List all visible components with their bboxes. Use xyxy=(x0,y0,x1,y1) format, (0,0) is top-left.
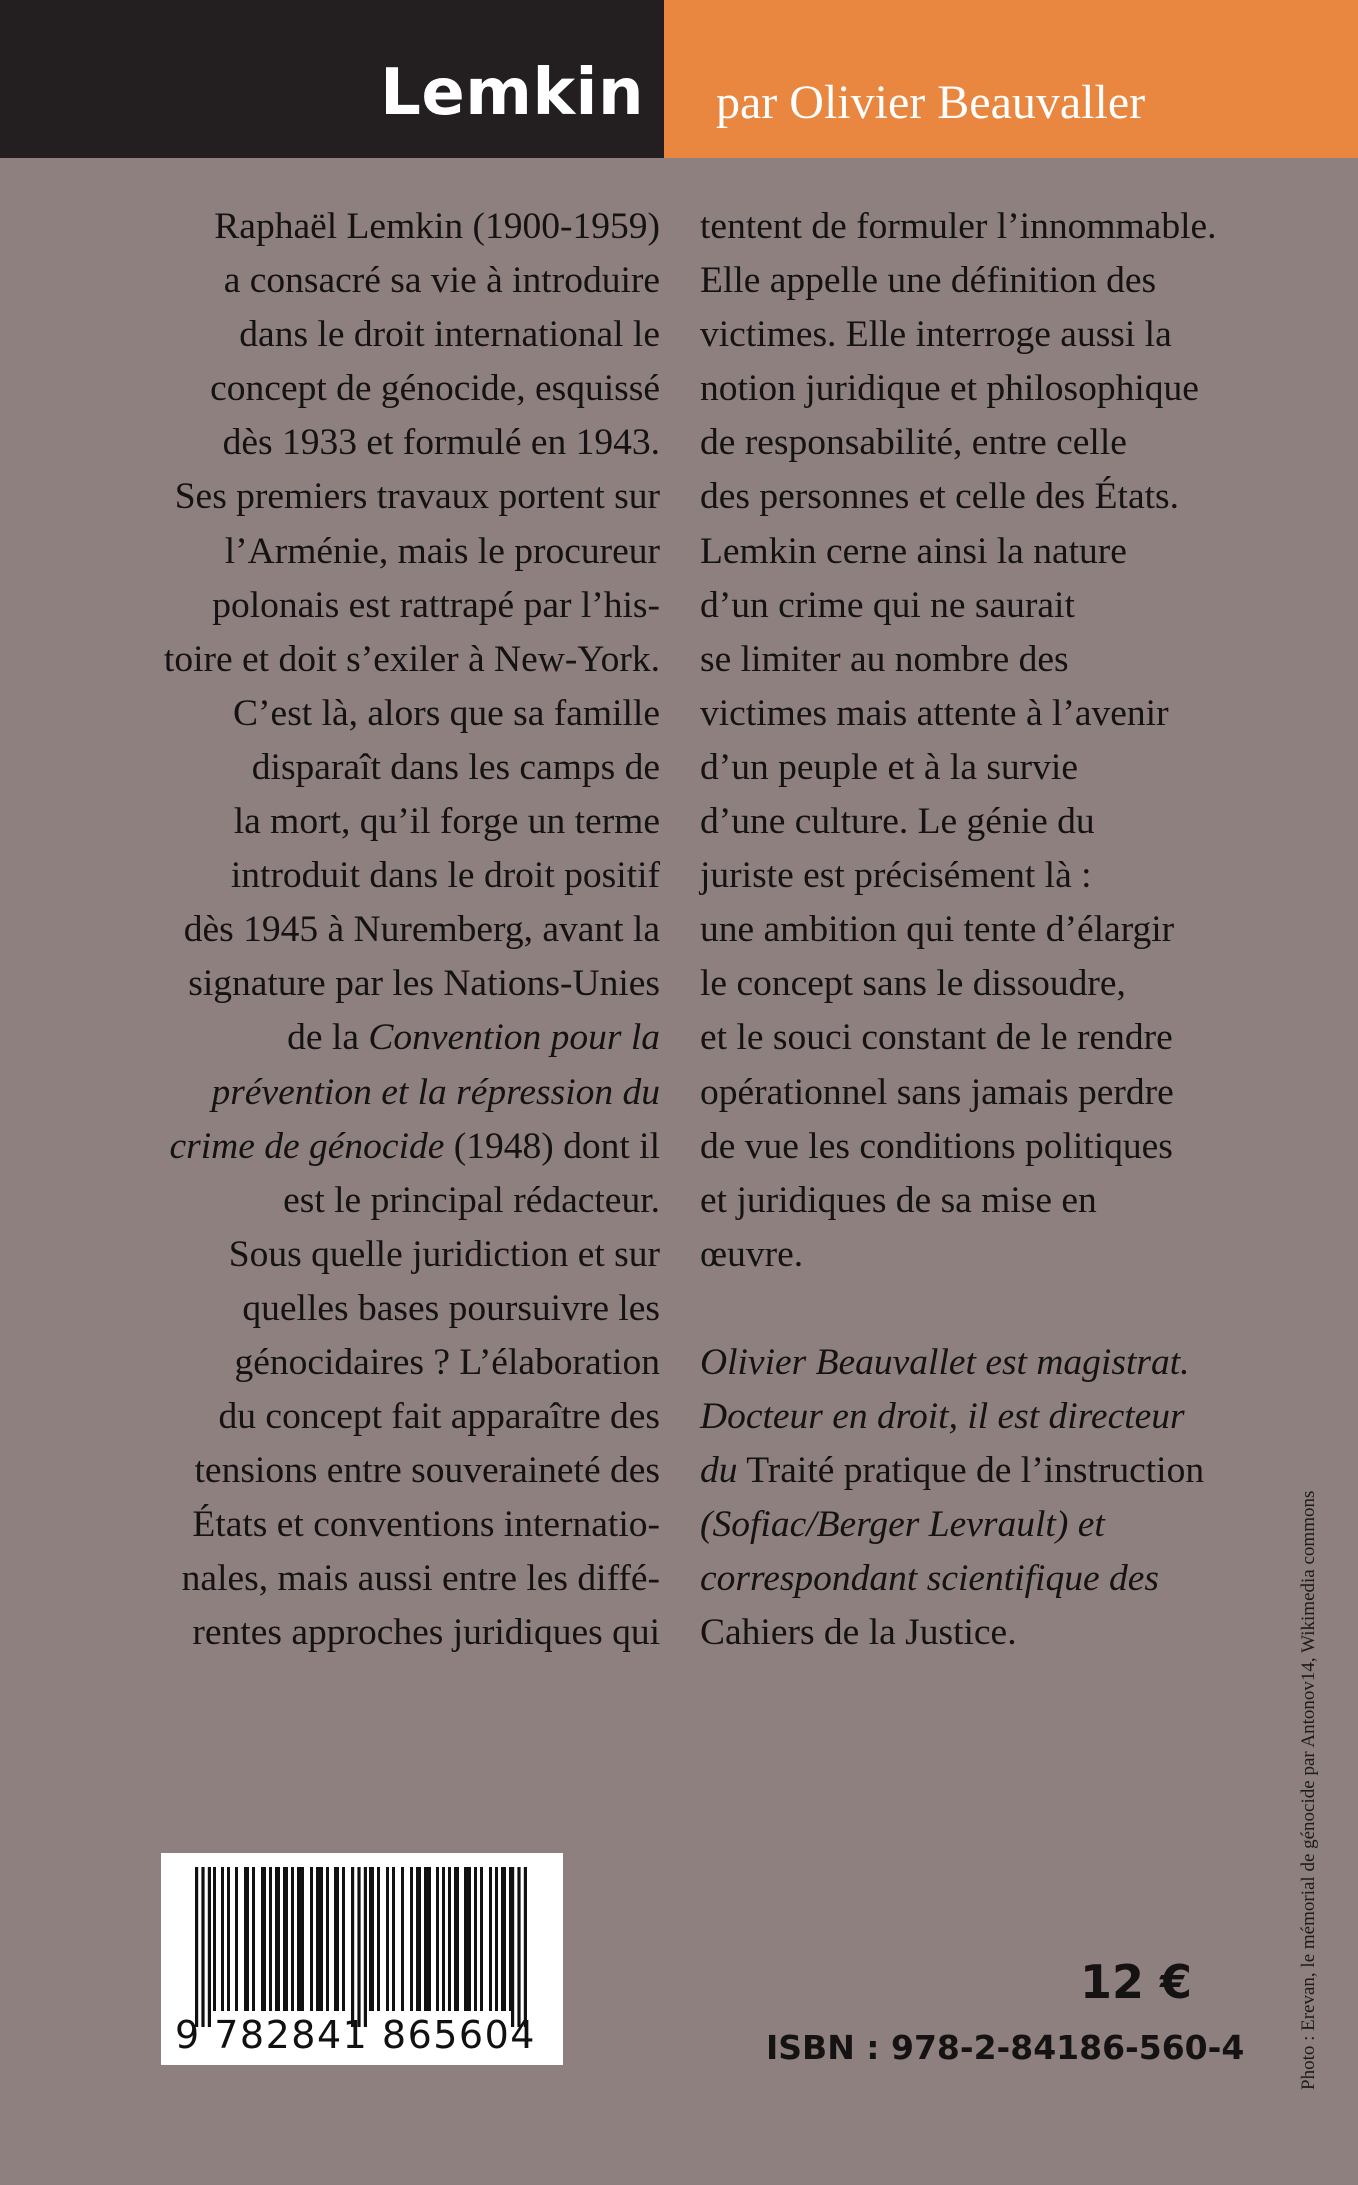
barcode-bar xyxy=(524,1867,527,2027)
text-line: Ses premiers travaux portent sur xyxy=(174,476,660,518)
text-line: toire et doit s’exiler à New-York. xyxy=(163,638,660,680)
summary-right-text xyxy=(700,200,1260,1282)
barcode-bar xyxy=(310,1867,313,2011)
barcode-bar xyxy=(392,1867,395,2011)
header-dark-band xyxy=(0,0,664,158)
barcode-bar xyxy=(269,1867,272,2011)
text-line: quelles bases poursuivre les xyxy=(242,1287,660,1329)
italic-segment: (Sofiac/Berger Levrault) et xyxy=(700,1504,1105,1546)
barcode-bar xyxy=(201,1867,204,2027)
text-line: victimes mais attente à l’avenir xyxy=(700,692,1169,734)
text-line: Lemkin cerne ainsi la nature xyxy=(700,530,1127,572)
header-orange-band xyxy=(664,0,1358,158)
barcode-bar xyxy=(410,1867,413,2011)
barcode-bar xyxy=(283,1867,288,2011)
book-title: Lemkin xyxy=(380,56,644,130)
cover-header xyxy=(0,0,1358,158)
text-line: dès 1933 et formulé en 1943. xyxy=(222,422,660,464)
barcode-bar xyxy=(495,1867,498,2011)
text-line: génocidaires ? L’élaboration xyxy=(234,1341,660,1383)
barcode-bar xyxy=(195,1867,198,2027)
text-line xyxy=(100,1120,660,1174)
barcode-bar xyxy=(517,1867,520,2027)
barcode-bar xyxy=(334,1867,339,2011)
text-line: se limiter au nombre des xyxy=(700,638,1069,680)
text-line xyxy=(700,1498,1260,1552)
text-line: la mort, qu’il forge un terme xyxy=(233,801,660,843)
barcode-bar xyxy=(275,1867,280,2011)
italic-segment: Convention pour la xyxy=(368,1017,660,1059)
barcode-digits: 9 782841 865604 xyxy=(175,2013,536,2057)
italic-segment: Docteur en droit, il est directeur xyxy=(700,1395,1185,1437)
text-line: Cahiers de la Justice. xyxy=(700,1612,1017,1654)
barcode-bar xyxy=(401,1867,404,2011)
barcode-bar xyxy=(454,1867,459,2011)
text-line: œuvre. xyxy=(700,1233,804,1275)
text-line: a consacré sa vie à introduire xyxy=(223,260,660,302)
italic-segment: correspondant scientifique des xyxy=(700,1558,1159,1600)
barcode-bar xyxy=(448,1867,451,2011)
price-label: 12 € xyxy=(1079,1955,1192,2009)
text-line: introduit dans le droit positif xyxy=(230,855,660,897)
text-line: Raphaël Lemkin (1900-1959) xyxy=(214,206,660,247)
text-line xyxy=(100,1066,660,1120)
text-line: d’un crime qui ne saurait xyxy=(700,584,1075,626)
text-line: d’un peuple et à la survie xyxy=(700,746,1078,788)
barcode-bar xyxy=(386,1867,389,2011)
author-bio xyxy=(700,1336,1260,1661)
italic-segment: Olivier Beauvallet est magistrat. xyxy=(700,1341,1190,1383)
text-line: dès 1945 à Nuremberg, avant la xyxy=(183,909,660,951)
barcode-bar xyxy=(416,1867,421,2011)
text-line: notion juridique et philosophique xyxy=(700,368,1199,410)
barcode-bar xyxy=(244,1867,249,2011)
summary-right-column xyxy=(700,200,1260,1660)
barcode-bar xyxy=(442,1867,445,2011)
book-author: par Olivier Beauvaller xyxy=(716,76,1146,129)
barcode-bar xyxy=(235,1867,238,2011)
text-line: et le souci constant de le rendre xyxy=(700,1017,1173,1059)
text-line: et juridiques de sa mise en xyxy=(700,1179,1097,1221)
normal-segment: de la xyxy=(287,1017,369,1059)
barcode-bar xyxy=(364,1867,367,2027)
text-line: juriste est précisément là : xyxy=(700,855,1092,897)
text-line: des personnes et celle des États. xyxy=(700,476,1180,518)
barcode-bar xyxy=(297,1867,304,2011)
text-line: Elle appelle une définition des xyxy=(700,260,1157,302)
text-line xyxy=(100,1011,660,1065)
text-line xyxy=(700,1390,1260,1444)
barcode-bar xyxy=(377,1867,380,2011)
barcode-bar xyxy=(424,1867,431,2011)
isbn-label: ISBN : 978-2-84186-560-4 xyxy=(766,2028,1245,2067)
barcode-bar xyxy=(208,1867,211,2027)
text-line: de responsabilité, entre celle xyxy=(700,422,1127,464)
text-line: de vue les conditions politiques xyxy=(700,1125,1173,1167)
barcode-bar xyxy=(342,1867,345,2011)
italic-segment: prévention et la répression du xyxy=(211,1071,660,1113)
text-line: concept de génocide, esquissé xyxy=(210,368,660,410)
text-line: États et conventions internatio- xyxy=(192,1504,660,1546)
summary-left-column xyxy=(100,200,660,1661)
barcode-bar xyxy=(511,1867,514,2027)
italic-segment: du xyxy=(700,1450,738,1492)
barcode-bar xyxy=(291,1867,294,2011)
text-line: rentes approches juridiques qui xyxy=(192,1612,660,1654)
text-line: une ambition qui tente d’élargir xyxy=(700,909,1175,951)
barcode-bar xyxy=(351,1867,354,2027)
barcode-bar xyxy=(369,1867,374,2011)
text-line: C’est là, alors que sa famille xyxy=(233,692,660,734)
text-line: tentent de formuler l’innommable. xyxy=(700,206,1217,247)
barcode-bar xyxy=(326,1867,329,2011)
barcode-bar xyxy=(316,1867,323,2011)
text-line xyxy=(700,1336,1260,1390)
barcode-bar xyxy=(489,1867,492,2011)
barcode-bar xyxy=(480,1867,483,2011)
normal-segment: (1948) dont il xyxy=(444,1125,660,1167)
paragraph-gap xyxy=(700,1282,1260,1336)
text-line: dans le droit international le xyxy=(239,314,660,356)
isbn-barcode xyxy=(161,1853,563,2065)
barcode-bar xyxy=(261,1867,266,2011)
text-line: opérationnel sans jamais perdre xyxy=(700,1071,1174,1113)
text-line xyxy=(700,1552,1260,1606)
text-line xyxy=(700,1444,1260,1498)
text-line: signature par les Nations-Unies xyxy=(188,963,660,1005)
text-line: polonais est rattrapé par l’his- xyxy=(212,584,660,626)
text-line: tensions entre souveraineté des xyxy=(194,1450,660,1492)
barcode-bar xyxy=(213,1867,216,2011)
text-line: victimes. Elle interroge aussi la xyxy=(700,314,1172,356)
italic-segment: crime de génocide xyxy=(169,1125,445,1167)
barcode-bar xyxy=(227,1867,230,2011)
normal-segment: Traité pratique de l’instruction xyxy=(737,1450,1205,1492)
barcode-bar xyxy=(464,1867,471,2011)
photo-credit: Photo : Erevan, le mémorial de génocide par Antonov14, Wikimedia commons xyxy=(1298,1490,1319,2090)
barcode-bar xyxy=(474,1867,477,2011)
barcode-bar xyxy=(357,1867,360,2027)
text-line: Sous quelle juridiction et sur xyxy=(228,1233,660,1275)
text-line: disparaît dans les camps de xyxy=(251,746,660,788)
barcode-bar xyxy=(436,1867,439,2011)
text-line: l’Arménie, mais le procureur xyxy=(224,530,660,572)
barcode-bar xyxy=(221,1867,224,2011)
text-line: le concept sans le dissoudre, xyxy=(700,963,1126,1005)
text-line: du concept fait apparaître des xyxy=(218,1396,660,1438)
barcode-bar xyxy=(501,1867,506,2011)
text-line: nales, mais aussi entre les diffé- xyxy=(181,1558,660,1600)
barcode-bar xyxy=(252,1867,255,2011)
text-line: est le principal rédacteur. xyxy=(283,1179,660,1221)
text-line: d’une culture. Le génie du xyxy=(700,801,1095,843)
